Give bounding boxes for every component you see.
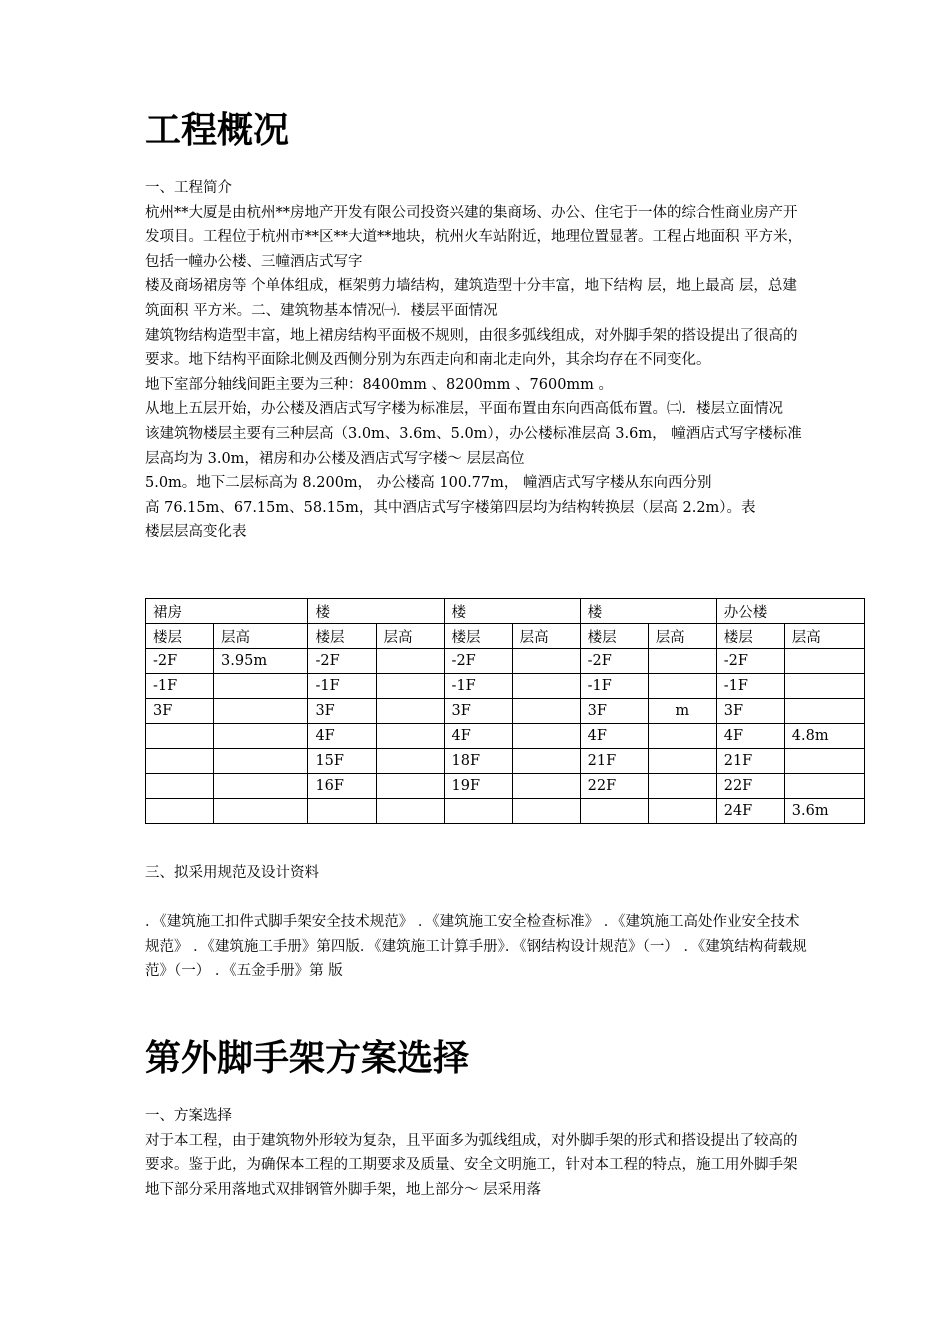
- table-cell: -2F: [716, 649, 784, 674]
- table-cell: [784, 774, 864, 799]
- table-cell: -1F: [146, 674, 214, 699]
- table-cell: [444, 799, 512, 824]
- section-title-overview: 工程概况: [145, 109, 290, 151]
- table-cell: 22F: [580, 774, 648, 799]
- subheader-cell: 楼层: [308, 624, 376, 649]
- intro-paragraph-5: 从地上五层开始，办公楼及酒店式写字楼为标准层，平面布置由东向西高低布置。㈡．楼层立面情况: [145, 401, 783, 418]
- subheader-cell: 层高: [648, 624, 716, 649]
- table-cell: [376, 774, 444, 799]
- group-header-tower-2: 楼: [444, 599, 580, 624]
- table-cell: [308, 799, 376, 824]
- group-header-podium: 裙房: [146, 599, 308, 624]
- subheader-cell: 层高: [376, 624, 444, 649]
- table-cell: [376, 674, 444, 699]
- table-cell: 3F: [716, 699, 784, 724]
- table-cell: [146, 774, 214, 799]
- standards-references: ．《建筑施工扣件式脚手架安全技术规范》 ．《建筑施工安全检查标准》 ．《建筑施工高处作业安全技术规范》 ．《建筑施工手册》第四版．《建筑施工计算手册》．《钢结构设计规范》（一） ．《建筑结构荷载规范》（一） ．《五金手册》第 版: [145, 914, 807, 980]
- table-cell: [376, 649, 444, 674]
- table-row: [146, 774, 865, 799]
- table-cell: -1F: [444, 674, 512, 699]
- table-cell: [214, 674, 308, 699]
- table-cell: [146, 724, 214, 749]
- table-cell: m: [648, 699, 716, 724]
- table-cell: [648, 749, 716, 774]
- intro-paragraph-4: 地下室部分轴线间距主要为三种：8400mm 、8200mm 、7600mm 。: [145, 376, 614, 393]
- table-cell: 16F: [308, 774, 376, 799]
- table-row: [146, 724, 865, 749]
- subheader-cell: 楼层: [716, 624, 784, 649]
- table-cell: 3F: [580, 699, 648, 724]
- table-cell: 4F: [444, 724, 512, 749]
- section-title-scaffold: 第外脚手架方案选择: [145, 1037, 470, 1079]
- table-cell: 4.8m: [784, 724, 864, 749]
- table-cell: [784, 699, 864, 724]
- table-cell: 18F: [444, 749, 512, 774]
- scheme-heading: 一、方案选择: [145, 1108, 232, 1124]
- table-cell: [512, 699, 580, 724]
- intro-paragraph-7: 5.0m。地下二层标高为 8.200m， 办公楼高 100.77m， 幢酒店式写字楼从东向西分别: [145, 475, 712, 492]
- table-row: [146, 649, 865, 674]
- table-cell: 4F: [308, 724, 376, 749]
- subheader-cell: 层高: [512, 624, 580, 649]
- table-cell: [648, 724, 716, 749]
- table-cell: [648, 674, 716, 699]
- table-cell: 24F: [716, 799, 784, 824]
- group-header-tower-3: 楼: [580, 599, 716, 624]
- table-cell: [376, 699, 444, 724]
- floor-height-table: [145, 598, 865, 824]
- group-header-tower-1: 楼: [308, 599, 444, 624]
- table-row: [146, 674, 865, 699]
- table-cell: 3.95m: [214, 649, 308, 674]
- table-cell: [648, 799, 716, 824]
- table-cell: [214, 699, 308, 724]
- table-cell: -2F: [444, 649, 512, 674]
- standards-heading: 三、拟采用规范及设计资料: [145, 865, 319, 881]
- table-cell: [784, 674, 864, 699]
- table-cell: 4F: [580, 724, 648, 749]
- table-cell: [214, 774, 308, 799]
- subheader-cell: 楼层: [444, 624, 512, 649]
- intro-paragraph-8: 高 76.15m、67.15m、58.15m，其中酒店式写字楼第四层均为结构转换层（层高 2.2m）。表: [145, 499, 756, 516]
- table-row: [146, 799, 865, 824]
- table-cell: [580, 799, 648, 824]
- subheader-cell: 楼层: [580, 624, 648, 649]
- table-cell: [376, 724, 444, 749]
- project-intro-section: [145, 176, 810, 545]
- scheme-selection-section: [145, 1104, 810, 1202]
- group-header-office: 办公楼: [716, 599, 864, 624]
- table-group-header-row: [146, 599, 865, 624]
- table-cell: [146, 749, 214, 774]
- table-cell: [146, 799, 214, 824]
- table-cell: [214, 799, 308, 824]
- table-cell: [512, 649, 580, 674]
- subheader-cell: 层高: [214, 624, 308, 649]
- table-cell: 22F: [716, 774, 784, 799]
- table-row: [146, 699, 865, 724]
- table-cell: 19F: [444, 774, 512, 799]
- table-cell: 3.6m: [784, 799, 864, 824]
- table-cell: [512, 674, 580, 699]
- table-cell: 4F: [716, 724, 784, 749]
- table-cell: 3F: [146, 699, 214, 724]
- table-cell: [512, 774, 580, 799]
- table-row: [146, 749, 865, 774]
- table-cell: [512, 749, 580, 774]
- table-cell: [648, 649, 716, 674]
- table-caption: 楼层层高变化表: [145, 524, 247, 541]
- table-cell: -1F: [308, 674, 376, 699]
- table-cell: [512, 799, 580, 824]
- intro-paragraph-1: 杭州**大厦是由杭州**房地产开发有限公司投资兴建的集商场、办公、住宅于一体的综合性商业房产开发项目。工程位于杭州市**区**大道**地块，杭州火车站附近，地理位置显著。工程占地面积 平方米，包括一幢办公楼、三幢酒店式写字: [145, 204, 803, 270]
- subheader-cell: 楼层: [146, 624, 214, 649]
- table-cell: [376, 799, 444, 824]
- table-cell: [784, 649, 864, 674]
- subheader-cell: 层高: [784, 624, 864, 649]
- intro-paragraph-3: 建筑物结构造型丰富，地上裙房结构平面极不规则，由很多弧线组成，对外脚手架的搭设提出了很高的要求。地下结构平面除北侧及西侧分别为东西走向和南北走向外，其余均存在不同变化。: [145, 327, 798, 369]
- intro-heading: 一、工程简介: [145, 180, 232, 196]
- intro-paragraph-2: 楼及商场裙房等 个单体组成，框架剪力墙结构，建筑造型十分丰富，地下结构 层，地上最高 层，总建筑面积 平方米。二、建筑物基本情况㈠．楼层平面情况: [145, 278, 797, 319]
- table-cell: 3F: [444, 699, 512, 724]
- table-cell: 15F: [308, 749, 376, 774]
- table-cell: 3F: [308, 699, 376, 724]
- table-cell: 21F: [716, 749, 784, 774]
- table-cell: 21F: [580, 749, 648, 774]
- table-cell: -2F: [308, 649, 376, 674]
- table-cell: -2F: [146, 649, 214, 674]
- scheme-paragraph-1: 对于本工程，由于建筑物外形较为复杂，且平面多为弧线组成，对外脚手架的形式和搭设提出了较高的要求。鉴于此，为确保本工程的工期要求及质量、安全文明施工，针对本工程的特点，施工用外脚手架地下部分采用落地式双排钢管外脚手架，地上部分～ 层采用落: [145, 1132, 798, 1198]
- table-cell: [214, 724, 308, 749]
- table-cell: [376, 749, 444, 774]
- table-cell: -1F: [716, 674, 784, 699]
- table-cell: [512, 724, 580, 749]
- intro-paragraph-6: 该建筑物楼层主要有三种层高（3.0m、3.6m、5.0m），办公楼标准层高 3.6m， 幢酒店式写字楼标准层高均为 3.0m，裙房和办公楼及酒店式写字楼～ 层层高位: [145, 425, 802, 467]
- table-cell: -2F: [580, 649, 648, 674]
- table-subheader-row: [146, 624, 865, 649]
- table-cell: -1F: [580, 674, 648, 699]
- table-cell: [214, 749, 308, 774]
- table-cell: [784, 749, 864, 774]
- table-cell: [648, 774, 716, 799]
